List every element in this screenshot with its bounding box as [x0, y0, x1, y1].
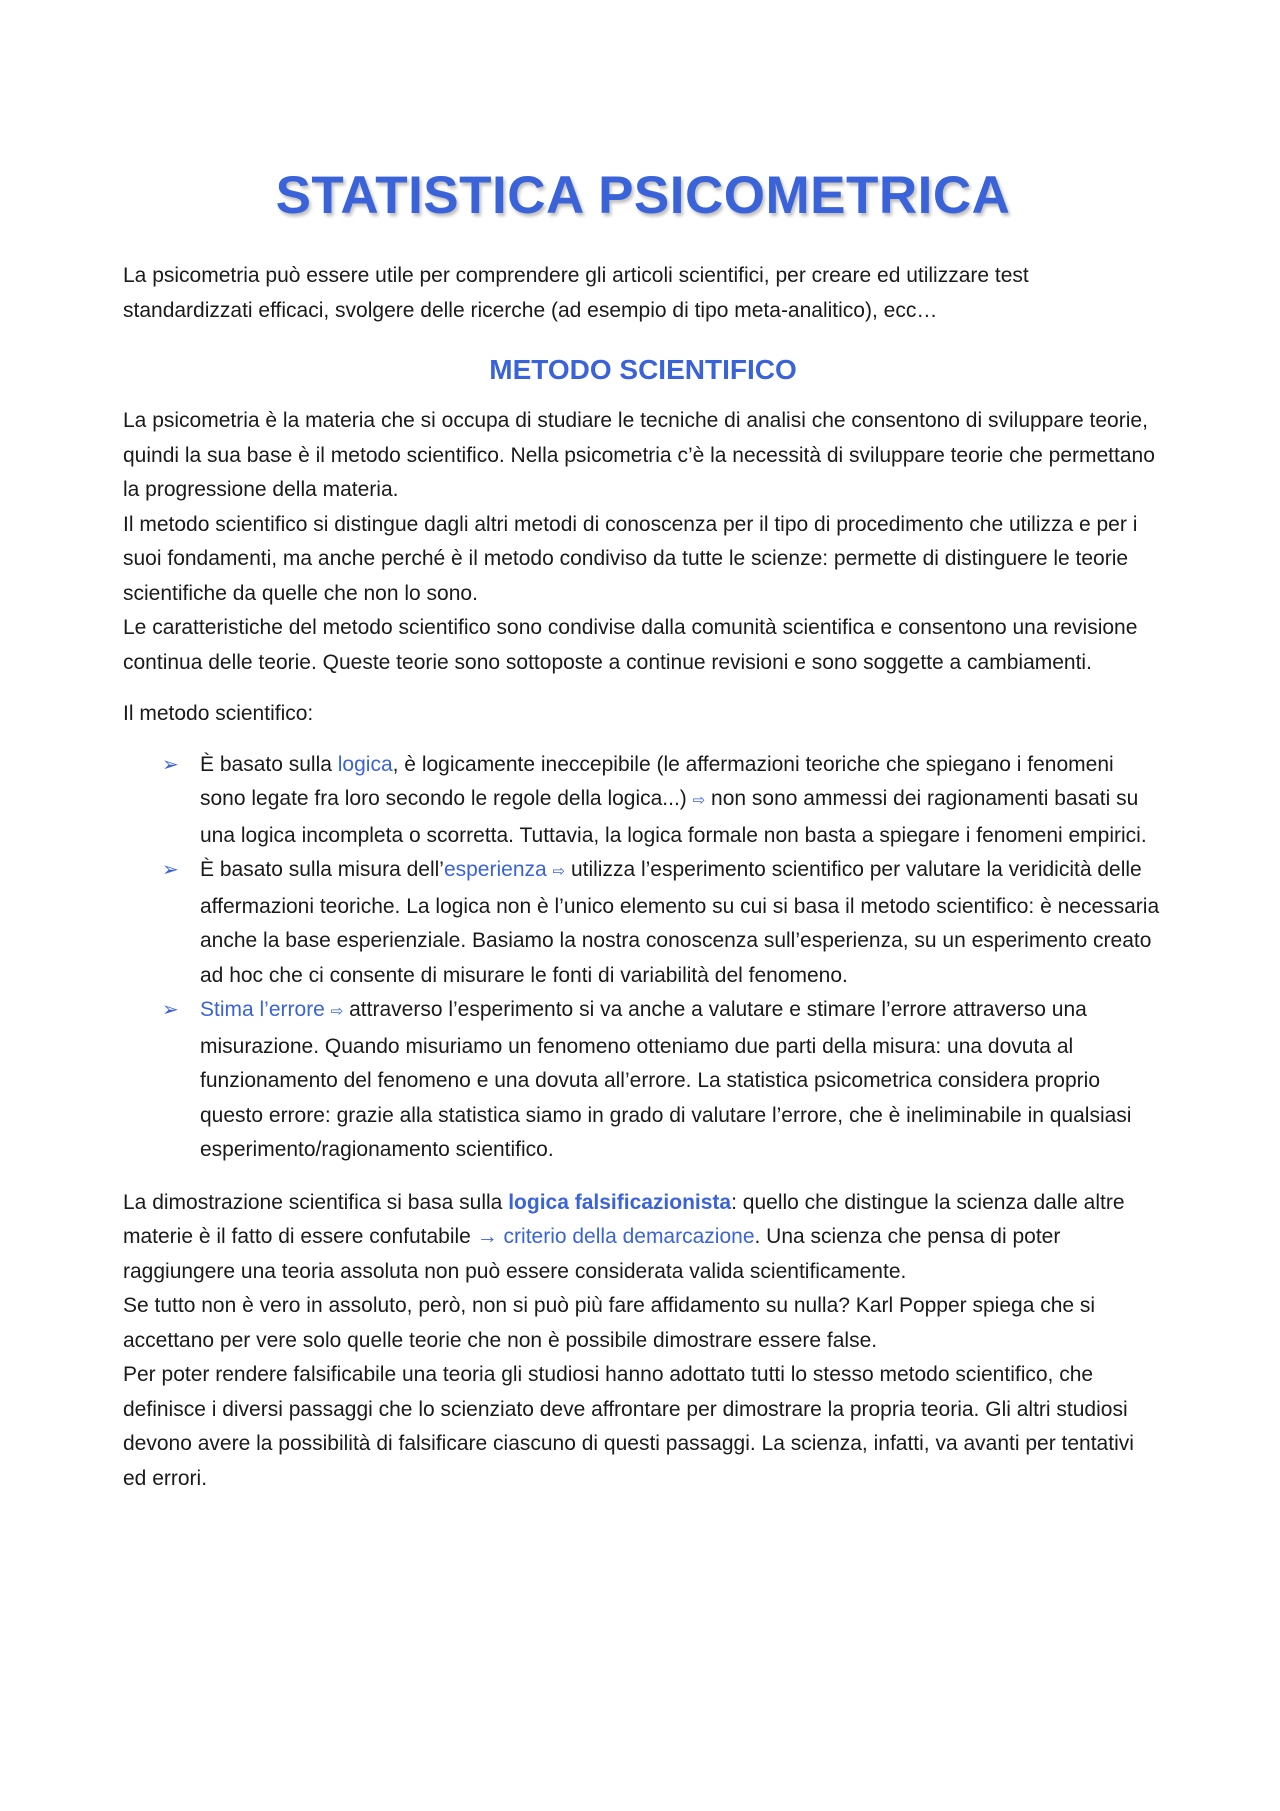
- arrow-bullet-icon: ➢: [162, 753, 179, 776]
- arrow-bullet-icon: ➢: [162, 999, 179, 1021]
- closing-paragraph-2: Se tutto non è vero in assoluto, però, non si può più fare affidamento su nulla? Karl Popper spiega che si accettano per vere solo quelle teorie che non è possibile dimostrare essere false.: [123, 1294, 1096, 1352]
- right-arrow-icon: ⇨: [692, 792, 706, 809]
- body-paragraph-3: Le caratteristiche del metodo scientifico sono condivise dalla comunità scientifica e consentono una revisione continua delle teorie. Queste teorie sono sottoposte a continue revisioni e sono soggette a cambiamenti.: [123, 616, 1138, 674]
- arrow-bullet-icon: ➢: [162, 859, 179, 881]
- key-term: logica falsificazionista: [508, 1190, 732, 1214]
- body-paragraph-2: Il metodo scientifico si distingue dagli altri metodi di conoscenza per il tipo di procedimento che utilizza e per i suoi fondamenti, ma anche perché è il metodo condiviso da tutte le scienze: permette di distinguere le teorie scientifiche da quelle che non lo sono.: [123, 512, 1138, 605]
- small-arrow-icon: →: [476, 1225, 498, 1248]
- closing-section: [123, 1186, 1163, 1497]
- item-text-tail: attraverso l’esperimento si va anche a valutare e stimare l’errore attraverso una misurazione. Quando misuriamo un fenomeno otteniamo due parti della misura: una dovuta al funzionamento del fenomeno e una dovuta all’errore. La statistica psicometrica considera proprio questo errore: grazie alla statistica siamo in grado di valutare l’errore, che è ineliminabile in qualsiasi esperimento/ragionamento scientifico.: [200, 998, 1132, 1161]
- item-text-tail: non sono ammessi dei ragionamenti basati su una logica incompleta o scorretta. Tuttavia, la logica formale non basta a spiegare i fenomeni empirici.: [200, 787, 1147, 847]
- closing-text-after: . Una scienza che pensa di poter raggiungere una teoria assoluta non può essere considerata valida scientificamente.: [123, 1225, 1061, 1283]
- method-list: [123, 748, 1163, 1168]
- right-arrow-icon: ⇨: [552, 863, 566, 880]
- item-text-before: È basato sulla misura dell’: [200, 858, 444, 881]
- closing-paragraph-1: [123, 1186, 1163, 1290]
- item-text-tail: utilizza l’esperimento scientifico per valutare la veridicità delle affermazioni teoriche. La logica non è l’unico elemento su cui si basa il metodo scientifico: è necessaria anche la base esperienziale. Basiamo la nostra conoscenza sull’esperienza, su un esperimento creato ad hoc che ci consente di misurare le fonti di variabilità del fenomeno.: [200, 858, 1160, 987]
- closing-text-before: La dimostrazione scientifica si basa sulla: [123, 1190, 509, 1214]
- item-highlight: logica: [337, 752, 393, 776]
- list-lead: Il metodo scientifico:: [123, 702, 314, 725]
- document-content: [123, 160, 1163, 1496]
- body-paragraph-1: La psicometria è la materia che si occupa di studiare le tecniche di analisi che consentono di sviluppare teorie, quindi la sua base è il metodo scientifico. Nella psicometria c’è la necessità di sviluppare teorie che permettano la progressione della materia.: [123, 409, 1155, 501]
- item-text-before: È basato sulla: [200, 752, 338, 776]
- section-heading: METODO SCIENTIFICO: [489, 354, 797, 385]
- closing-paragraph-3: Per poter rendere falsificabile una teoria gli studiosi hanno adottato tutti lo stesso metodo scientifico, che definisce i diversi passaggi che lo scienziato deve affrontare per dimostrare la propria teoria. Gli altri studiosi devono avere la possibilità di falsificare ciascuno di questi passaggi. La scienza, infatti, va avanti per tentativi ed errori.: [123, 1363, 1134, 1490]
- list-item: [123, 993, 1163, 1168]
- item-text-after: , è logicamente ineccepibile (le affermazioni teoriche che spiegano i fenomeni sono legate fra loro secondo le regole della logica...): [200, 752, 1114, 810]
- item-highlight: Stima l’errore: [200, 998, 325, 1021]
- document-title: STATISTICA PSICOMETRICA: [275, 166, 1011, 225]
- demarcation-term: criterio della demarcazione: [497, 1225, 755, 1248]
- item-highlight: esperienza: [443, 858, 547, 881]
- right-arrow-icon: ⇨: [330, 1003, 344, 1020]
- section-body: [123, 404, 1163, 680]
- closing-text-mid: : quello che distingue la scienza dalle altre materie è il fatto di essere confutabile: [123, 1190, 1125, 1248]
- list-item: [123, 853, 1163, 993]
- intro-paragraph: La psicometria può essere utile per comprendere gli articoli scientifici, per creare ed utilizzare test standardizzati efficaci, svolgere delle ricerche (ad esempio di tipo meta-analitico), ecc…: [123, 264, 1029, 322]
- list-item: [123, 748, 1163, 854]
